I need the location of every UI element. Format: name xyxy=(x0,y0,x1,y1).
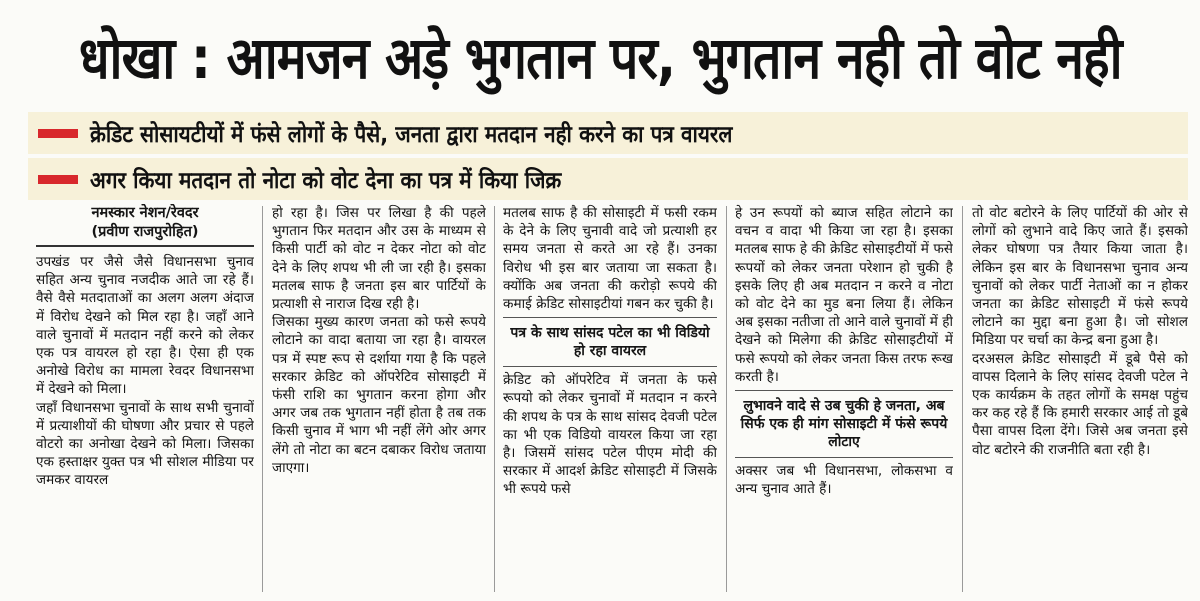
column-4 xyxy=(735,204,953,596)
subhead-divider xyxy=(503,317,717,318)
red-bar-icon xyxy=(38,129,78,138)
column-divider xyxy=(962,206,963,592)
byline xyxy=(36,204,254,242)
paragraph: दरअसल क्रेडिट सोसाइटी में डूबे पैसे को वापस दिलाने के लिए सांसद देवजी पटेल ने एक कार्यक्रम के तहत लोगों के समक्ष पहुंच कर कह रहे हैं कि हमारी सरकार आई तो डूबे पैसा वापस दिला देंगे। जिसे अब जनता इसे वोट बटोरने की राजनीति बता रही है। xyxy=(972,350,1188,458)
column-divider xyxy=(726,206,727,592)
paragraph: जहाँ विधानसभा चुनावों के साथ सभी चुनावों में प्रत्याशीयों की घोषणा और प्रचार से पहले वोटरो का अनोखा देखने को मिला। जिसका एक हस्ताक्षर युक्त पत्र भी सोशल मीडिया पर जमकर वायरल xyxy=(36,399,254,489)
paragraph: मतलब साफ है की सोसाइटी में फसी रकम के देने के लिए चुनावी वादे जो प्रत्याशी हर समय जनता से करते आ रहे हैं। उनका विरोध भी इस बार जताया जा सकता है। क्योंकि अब जनता की करोड़ो रूपये की कमाई क्रेडिट सोसाइटीयां गबन कर चुकी है। xyxy=(503,205,717,313)
deck-text-1: क्रेडिट सोसायटीयों में फंसे लोगों के पैसे, जनता द्वारा मतदान नही करने का पत्र वायरल xyxy=(90,122,733,148)
byline-author: (प्रवीण राजपुरोहित) xyxy=(91,224,199,240)
paragraph: उपखंड पर जैसे जैसे विधानसभा चुनाव सहित अन्य चुनाव नजदीक आते जा रहे हैं। वैसे वैसे मतदाताओं का अलग अलग अंदाज में विरोध देखने को मिल रहा है। जहाँ आने वाले चुनावों में मतदान नहीं करने को लेकर एक पत्र वायरल हो रहा है। ऐसा ही एक अनोखे विरोध का मामला रेवदर विधानसभा में देखने को मिला। xyxy=(36,254,254,398)
byline-divider xyxy=(36,245,254,247)
paragraph: हे उन रूपयों को ब्याज सहित लोटाने का वचन व वादा भी किया जा रहा है। इसका मतलब साफ हे की क्रेडिट सोसाइटीयों में फसे रूपयों को लेकर जनता परेशान हो चुकी है इसके लिए ही अब मतदान न करने व नोटा को वोट देने का मुड बना लिया हैं। लेकिन अब इसका नतीजा तो आने वाले चुनावों में ही देखने को मिलेगा की क्रेडिट सोसाइटीयों में फसे रूपयो को लेकर जनता किस तरफ रूख करती है। xyxy=(735,205,953,385)
headline-block xyxy=(0,0,1200,110)
deck-line-2 xyxy=(28,158,1188,200)
red-bar-icon xyxy=(38,175,78,184)
paragraph: तो वोट बटोरने के लिए पार्टियों की ओर से लोगों को लुभाने वादे किए जाते हैं। इसको लेकर घोषणा पत्र तैयार किया जाता है। लेकिन इस बार के विधानसभा चुनाव अन्य चुनावों को लेकर पार्टी नेताओं का न होकर जनता का क्रेडिट सोसाइटी में फंसे रूपये लोटाने का मुद्दा बना हुआ है। जो सोशल मिडिया पर चर्चा का केन्द्र बना हुआ है। xyxy=(972,205,1188,349)
column-divider xyxy=(262,206,263,592)
paragraph: हो रहा है। जिस पर लिखा है की पहले भुगतान फिर मतदान और उस के माध्यम से किसी पार्टी को वोट न देकर नोटा को वोट देने के लिए शपथ भी ली जा रही है। इसका मतलब साफ है जनता इस बार पार्टियों के प्रत्याशी से नाराज दिख रही है। xyxy=(272,205,486,313)
paragraph: अक्सर जब भी विधानसभा, लोकसभा व अन्य चुनाव आते हैं। xyxy=(735,463,953,498)
byline-place: नमस्कार नेशन/रेवदर xyxy=(91,205,199,221)
column-1 xyxy=(36,204,254,596)
paragraph: जिसका मुख्य कारण जनता को फसे रूपये लोटाने का वादा बताया जा रहा है। वायरल पत्र में स्पष्ट रूप से दर्शाया गया है कि पहले सरकार क्रेडिट को ऑपरेटिव सोसाइटी में फंसी राशि का भुगतान करना होगा और अगर जब तक भुगतान नहीं होता है तब तक किसी चुनाव में भाग भी नहीं लेंगे ओर अगर लेंगे तो नोटा का बटन दबाकर विरोध जताया जाएगा। xyxy=(272,314,486,476)
subheading: लुभावने वादे से उब चुकी हे जनता, अब सिर्फ एक ही मांग सोसाइटी में फंसे रूपये लोटाए xyxy=(740,398,948,451)
column-2 xyxy=(272,204,486,596)
deck-line-1 xyxy=(28,112,1188,154)
column-5 xyxy=(972,204,1188,596)
article-columns xyxy=(36,204,1188,599)
deck-text-2: अगर किया मतदान तो नोटा को वोट देना का पत्र में किया जिक्र xyxy=(90,168,562,194)
column-3 xyxy=(503,204,717,596)
headline: धोखा : आमजन अड़े भुगतान पर, भुगतान नही तो वोट नही xyxy=(78,23,1122,92)
column-divider xyxy=(494,206,495,592)
paragraph: क्रेडिट को ऑपरेटिव में जनता के फसे रूपयो को लेकर चुनावों में मतदान न करने की शपथ के पत्र के साथ सांसद देवजी पटेल का भी एक विडियो वायरल किया जा रहा है। जिसमें सांसद पटेल पीएम मोदी की सरकार में आदर्श क्रेडिट सोसाइटी में जिसके भी रूपये फसे xyxy=(503,372,717,498)
subheading: पत्र के साथ सांसद पटेल का भी विडियो हो रहा वायरल xyxy=(510,325,710,360)
subhead-divider xyxy=(735,390,953,391)
subhead-divider xyxy=(503,366,717,367)
subhead-divider xyxy=(735,457,953,458)
